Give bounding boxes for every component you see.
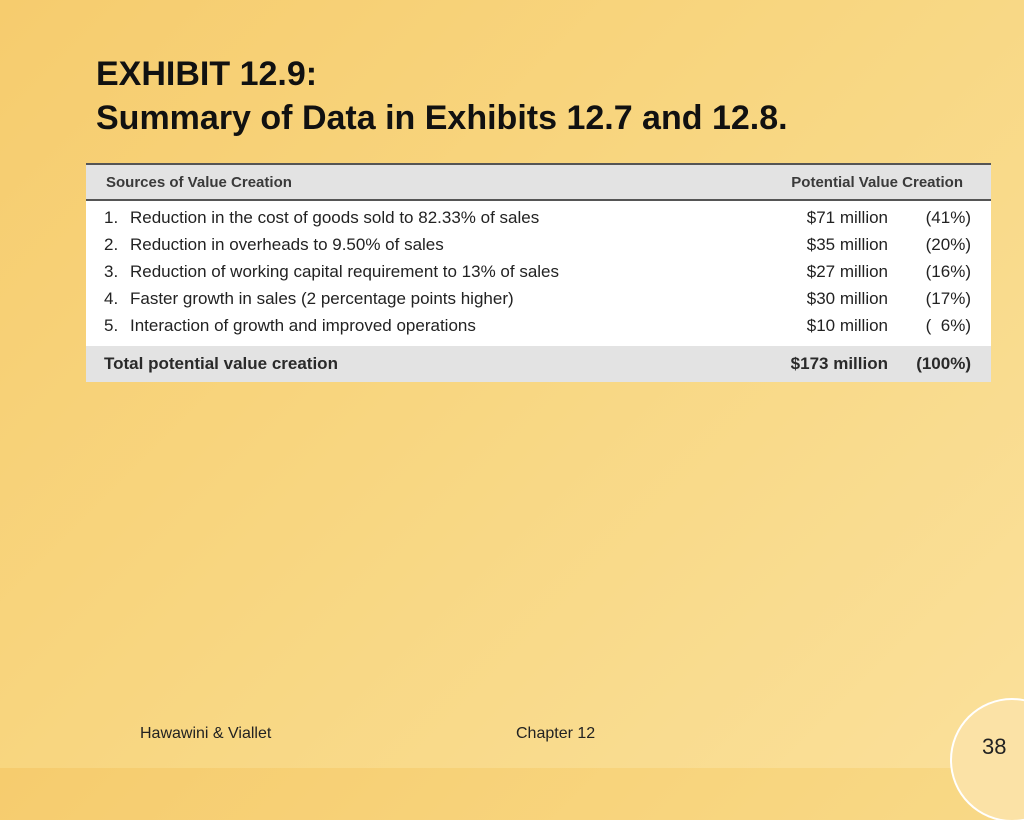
row-value: $35 million <box>806 235 888 254</box>
table-row <box>86 205 991 232</box>
row-percent: ( 6%) <box>925 316 971 335</box>
row-number: 3. <box>104 262 119 281</box>
table-row <box>86 286 991 313</box>
total-value: $173 million <box>790 354 888 373</box>
row-value: $27 million <box>806 262 888 281</box>
header-sources: Sources of Value Creation <box>106 174 292 191</box>
row-label: Reduction of working capital requirement to 13% of sales <box>130 262 560 281</box>
page-number: 38 <box>982 734 1007 759</box>
table-total-row <box>86 346 991 382</box>
slide-title-line-1: EXHIBIT 12.9: <box>96 55 318 93</box>
row-percent: (17%) <box>925 289 971 308</box>
footer-chapter: Chapter 12 <box>516 725 596 742</box>
footer-authors: Hawawini & Viallet <box>140 725 272 742</box>
page-number-badge <box>952 700 1024 820</box>
row-label: Reduction in overheads to 9.50% of sales <box>130 235 444 254</box>
total-percent: (100%) <box>916 354 971 373</box>
slide-title-line-2: Summary of Data in Exhibits 12.7 and 12.8. <box>96 99 788 137</box>
value-creation-table <box>86 163 991 382</box>
table-row <box>86 232 991 259</box>
row-number: 2. <box>104 235 119 254</box>
total-label: Total potential value creation <box>104 354 338 373</box>
row-label: Faster growth in sales (2 percentage points higher) <box>130 289 514 308</box>
row-label: Reduction in the cost of goods sold to 82.33% of sales <box>130 208 540 227</box>
row-percent: (20%) <box>925 235 971 254</box>
slide-title <box>96 52 788 140</box>
table-body <box>86 201 991 340</box>
row-value: $30 million <box>806 289 888 308</box>
header-potential-value: Potential Value Creation <box>791 174 963 191</box>
table-header <box>86 165 991 201</box>
row-number: 1. <box>104 208 119 227</box>
table-row <box>86 259 991 286</box>
row-label: Interaction of growth and improved operations <box>130 316 476 335</box>
row-number: 4. <box>104 289 119 308</box>
table-row <box>86 313 991 340</box>
row-percent: (41%) <box>925 208 971 227</box>
row-percent: (16%) <box>925 262 971 281</box>
row-value: $10 million <box>806 316 888 335</box>
row-number: 5. <box>104 316 119 335</box>
row-value: $71 million <box>806 208 888 227</box>
